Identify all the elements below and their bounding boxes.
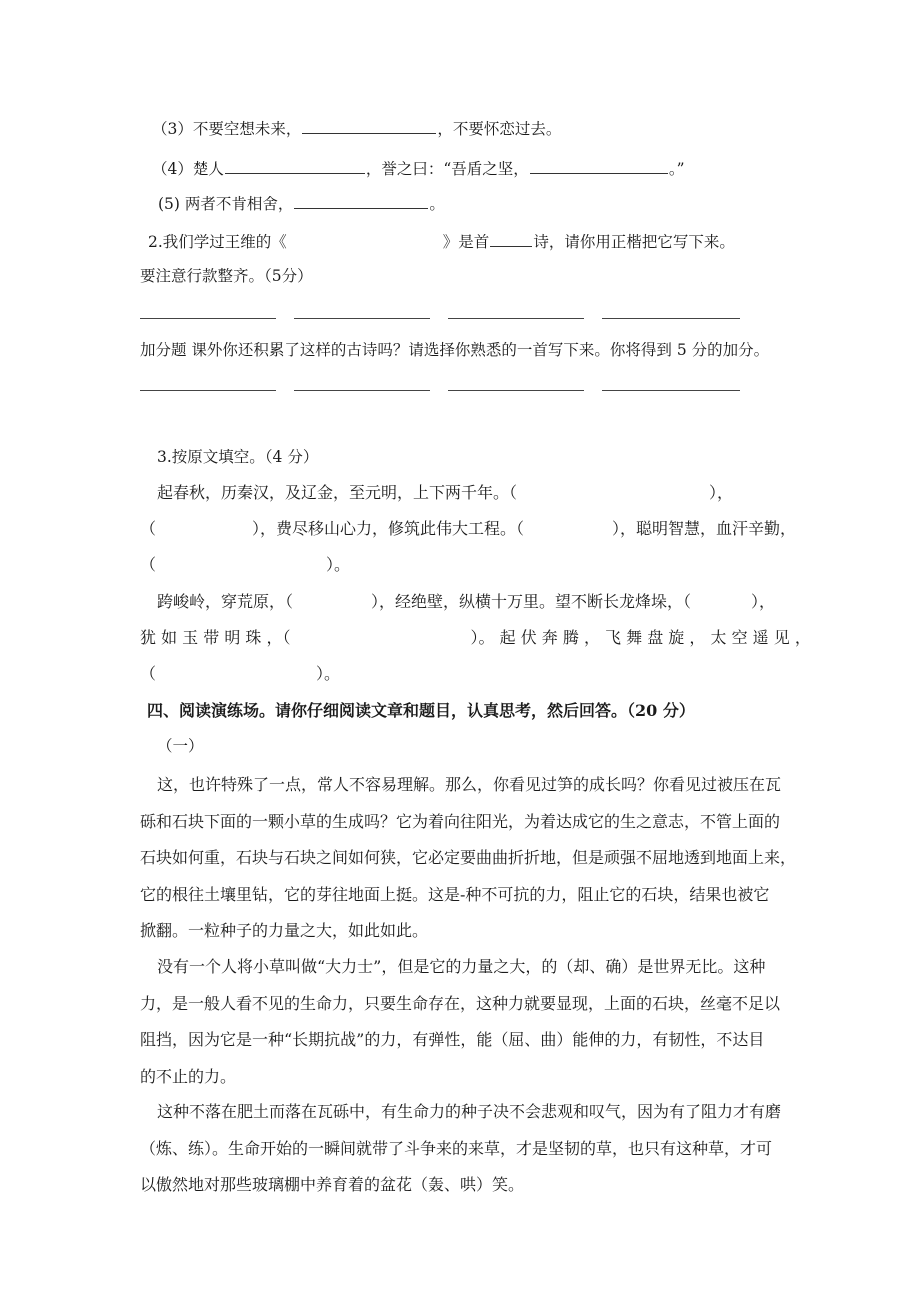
q3-text: 犹 如 玉 带 明 珠 ，（ [140, 628, 291, 647]
q3-text: ），聪明智慧，血汗辛勤， [612, 519, 797, 538]
q3-text: （ [140, 519, 157, 538]
fill-item-3 [152, 118, 561, 140]
answer-blank[interactable] [530, 159, 668, 174]
answer-blank[interactable] [302, 119, 436, 134]
question-2-line1 [148, 231, 735, 253]
bonus-writing-line[interactable] [448, 390, 584, 391]
poem-writing-line[interactable] [602, 318, 740, 319]
q3-text: ）。 [326, 555, 351, 574]
fill-item-5-pre: (5) 两者不肯相舍， [158, 195, 294, 213]
q3-text: 起春秋，历秦汉，及辽金，至元明，上下两千年。（ [157, 483, 518, 502]
q3-text: ）， [709, 483, 734, 502]
q3-text: （ [140, 664, 157, 683]
fill-item-3-pre: （3）不要空想未来， [152, 120, 302, 138]
q3-para1-line3 [140, 554, 350, 576]
bonus-writing-line[interactable] [294, 390, 430, 391]
reading-paragraph-1 [140, 767, 797, 950]
paragraph-line: 这种不落在肥土而落在瓦砾中，有生命力的种子决不会悲观和叹气，因为有了阻力才有磨 [157, 1102, 782, 1121]
q3-text: 跨峻岭，穿荒原，（ [157, 592, 294, 611]
paragraph-line: 以傲然地对那些玻璃棚中养育着的盆花（轰、哄）笑。 [140, 1175, 525, 1194]
reading-paragraph-3 [140, 1094, 780, 1204]
paragraph-line: 阻挡，因为它是一种“长期抗战”的力，有弹性，能（屈、曲）能伸的力，有韧性，不达目 [140, 1030, 765, 1049]
bonus-question: 加分题 课外你还积累了这样的古诗吗？请选择你熟悉的一首写下来。你将得到 5 分的加分。 [140, 341, 770, 359]
fill-item-4-pre: （4）楚人 [152, 160, 224, 178]
paragraph-line: 砾和石块下面的一颗小草的生成吗？它为着向往阳光，为着达成它的生之意志，不管上面的 [140, 811, 781, 831]
fill-item-5-post: 。 [429, 195, 445, 213]
q3-text: ）， [751, 592, 776, 611]
poem-writing-line[interactable] [294, 318, 430, 319]
poem-writing-line[interactable] [448, 318, 584, 319]
q3-para2-line3 [140, 663, 340, 685]
paragraph-line: 这，也许特殊了一点，常人不容易理解。那么，你看见过笋的成长吗？你看见过被压在瓦 [157, 775, 782, 794]
section-4-heading: 四、阅读演练场。请你仔细阅读文章和题目，认真思考，然后回答。（20 分） [147, 701, 695, 720]
q3-text: ），经绝壁，纵横十万里。望不断长龙烽垛，（ [371, 592, 692, 611]
answer-blank[interactable] [490, 232, 532, 247]
paragraph-line: 它的根往土壤里钻，它的芽往地面上挺。这是-种不可抗的力，阻止它的石块，结果也被它 [140, 884, 770, 904]
poem-writing-line[interactable] [140, 318, 276, 319]
fill-item-5 [158, 193, 445, 215]
q3-text: （ [140, 555, 157, 574]
paragraph-line: （炼、练）。生命开始的一瞬间就带了斗争来的来草，才是坚韧的草，也只有这种草，才可 [140, 1138, 773, 1158]
paragraph-line: 力，是一般人看不见的生命力，只要生命存在，这种力就要显现，上面的石块，丝毫不足以 [140, 993, 781, 1013]
fill-item-4 [152, 158, 685, 180]
paragraph-line: 石块如何重，石块与石块之间如何狭，它必定要曲曲折折地，但是顽强不屈地透到地面上来， [140, 848, 797, 867]
q3-para2-line1 [157, 591, 775, 613]
q2-text-a: 2.我们学过王维的《 [148, 233, 287, 251]
paragraph-line: 的不止的力。 [140, 1066, 237, 1086]
bonus-writing-line[interactable] [140, 390, 276, 391]
q2-text-c: 诗，请你用正楷把它写下来。 [533, 233, 735, 251]
question-2-line2: 要注意行款整齐。（5分） [140, 267, 313, 285]
reading-paragraph-2 [140, 949, 780, 1095]
q3-text: ）。 [316, 664, 341, 683]
reading-subheading: （一） [157, 737, 204, 755]
q3-para2-line2 [140, 627, 811, 649]
q3-text: ）。 起 伏 奔 腾 ， 飞 舞 盘 旋 ， 太 空 遥 见 ， [470, 628, 811, 647]
fill-item-4-post: 。” [668, 160, 685, 178]
fill-item-3-post: ，不要怀恋过去。 [437, 120, 562, 138]
fill-item-4-mid: ，誉之曰：“吾盾之坚， [365, 160, 529, 178]
paragraph-line: 没有一个人将小草叫做“大力士”，但是它的力量之大，的（却、确）是世界无比。这种 [157, 957, 766, 976]
q3-text: ），费尽移山心力，修筑此伟大工程。（ [252, 519, 525, 538]
paragraph-line: 掀翻。一粒种子的力量之大，如此如此。 [140, 921, 429, 940]
answer-blank[interactable] [294, 194, 428, 209]
bonus-writing-line[interactable] [602, 390, 740, 391]
q2-text-b: 》是首 [442, 233, 490, 251]
question-3-title: 3.按原文填空。（4 分） [157, 448, 319, 466]
q3-para1-line1 [157, 482, 733, 504]
answer-blank[interactable] [225, 159, 365, 174]
q3-para1-line2 [140, 518, 796, 540]
